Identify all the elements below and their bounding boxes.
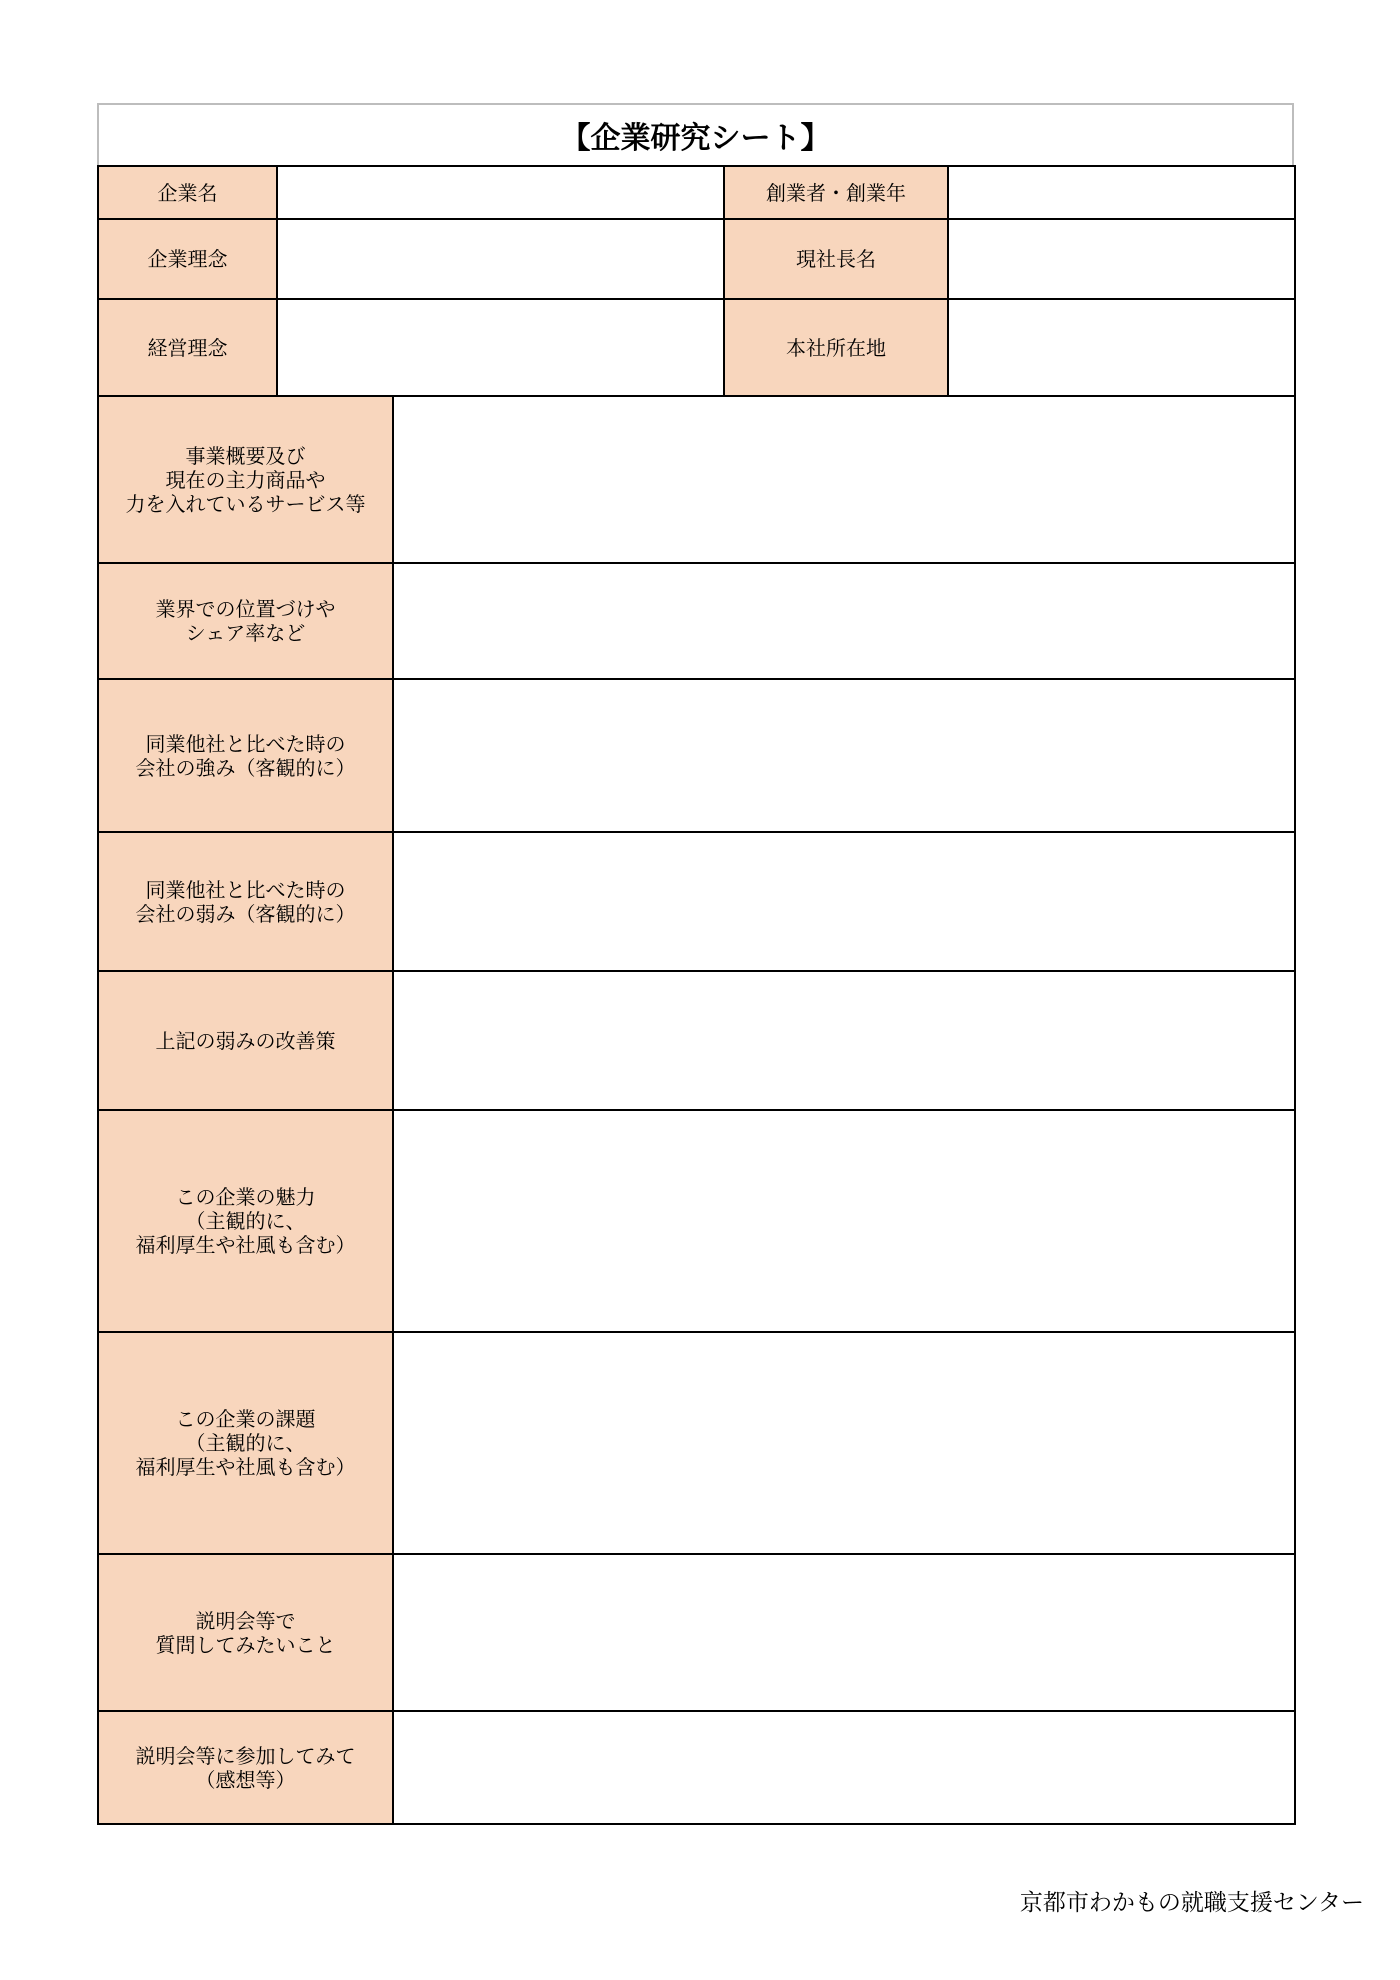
strengths-label: 同業他社と比べた時の 会社の強み（客観的に） <box>98 679 393 832</box>
industry-position-label: 業界での位置づけや シェア率など <box>98 563 393 679</box>
impressions-field[interactable] <box>393 1711 1295 1824</box>
industry-position-field[interactable] <box>393 563 1295 679</box>
management-philosophy-field[interactable] <box>277 299 724 396</box>
info-row-company-name <box>98 166 1295 219</box>
business-overview-label: 事業概要及び 現在の主力商品や 力を入れているサービス等 <box>98 396 393 563</box>
info-row-corporate-philosophy <box>98 219 1295 299</box>
improvement-field[interactable] <box>393 971 1295 1110</box>
founder-field[interactable] <box>948 166 1295 219</box>
founder-label: 創業者・創業年 <box>724 166 948 219</box>
headquarters-label: 本社所在地 <box>724 299 948 396</box>
impressions-label: 説明会等に参加してみて （感想等） <box>98 1711 393 1824</box>
business-overview-field[interactable] <box>393 396 1295 563</box>
section-row <box>98 971 1295 1110</box>
research-sections-table <box>97 395 1296 1825</box>
president-label: 現社長名 <box>724 219 948 299</box>
section-row <box>98 679 1295 832</box>
weaknesses-label: 同業他社と比べた時の 会社の弱み（客観的に） <box>98 832 393 971</box>
management-philosophy-label: 経営理念 <box>98 299 277 396</box>
company-info-table <box>97 165 1296 397</box>
strengths-field[interactable] <box>393 679 1295 832</box>
section-row <box>98 563 1295 679</box>
questions-label: 説明会等で 質問してみたいこと <box>98 1554 393 1711</box>
corporate-philosophy-label: 企業理念 <box>98 219 277 299</box>
questions-field[interactable] <box>393 1554 1295 1711</box>
section-row <box>98 1554 1295 1711</box>
attractions-label: この企業の魅力 （主観的に、 福利厚生や社風も含む） <box>98 1110 393 1332</box>
footer-organization: 京都市わかもの就職支援センター <box>1019 1890 1364 1916</box>
section-row <box>98 1332 1295 1554</box>
challenges-label: この企業の課題 （主観的に、 福利厚生や社風も含む） <box>98 1332 393 1554</box>
company-research-sheet <box>97 103 1294 1825</box>
challenges-field[interactable] <box>393 1332 1295 1554</box>
headquarters-field[interactable] <box>948 299 1295 396</box>
section-row <box>98 396 1295 563</box>
corporate-philosophy-field[interactable] <box>277 219 724 299</box>
improvement-label: 上記の弱みの改善策 <box>98 971 393 1110</box>
attractions-field[interactable] <box>393 1110 1295 1332</box>
company-name-field[interactable] <box>277 166 724 219</box>
weaknesses-field[interactable] <box>393 832 1295 971</box>
section-row <box>98 1110 1295 1332</box>
sheet-title: 【企業研究シート】 <box>97 103 1294 165</box>
company-name-label: 企業名 <box>98 166 277 219</box>
president-field[interactable] <box>948 219 1295 299</box>
section-row <box>98 1711 1295 1824</box>
section-row <box>98 832 1295 971</box>
info-row-management-philosophy <box>98 299 1295 396</box>
